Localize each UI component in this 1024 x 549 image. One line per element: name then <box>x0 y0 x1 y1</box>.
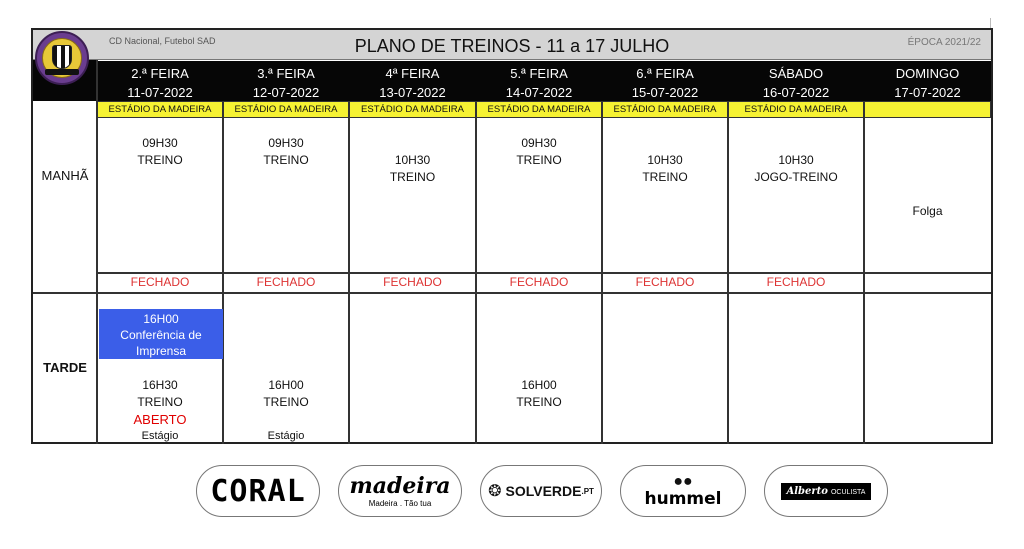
page-title: PLANO DE TREINOS - 11 a 17 JULHO <box>354 36 670 56</box>
header-bar <box>33 30 991 60</box>
morning-cell-mon: 09H30 TREINO <box>137 136 183 167</box>
club-name: CD Nacional, Futebol SAD <box>109 36 216 46</box>
sponsor-madeira-logo: madeira Madeira . Tão tua <box>338 465 462 517</box>
day-header-mon: 2.ª FEIRA 11-07-2022 <box>127 66 193 100</box>
day-header-tue: 3.ª FEIRA 12-07-2022 <box>252 66 320 100</box>
row-label-afternoon: TARDE <box>43 360 87 375</box>
day-header-sun: DOMINGO 17-07-2022 <box>894 66 961 100</box>
grid-line <box>97 272 991 274</box>
status-open: ABERTO <box>133 412 187 427</box>
morning-cell-sun: Folga <box>912 204 943 218</box>
hummel-bee-icon: ●● <box>673 473 693 490</box>
status-closed: FECHADO <box>383 275 442 289</box>
grid-line <box>33 292 991 294</box>
day-header-fri: 6.ª FEIRA 15-07-2022 <box>631 66 699 100</box>
venue-wed: ESTÁDIO DA MADEIRA <box>349 101 476 118</box>
day-header-wed: 4ª FEIRA 13-07-2022 <box>379 66 446 100</box>
afternoon-cell-thu: 16H00 TREINO <box>516 378 562 409</box>
venue-thu: ESTÁDIO DA MADEIRA <box>476 101 602 118</box>
row-label-morning: MANHÃ <box>41 168 89 183</box>
morning-cell-sat: 10H30 JOGO-TREINO <box>754 153 838 184</box>
solverde-ring-icon: ❂ <box>488 483 502 500</box>
venue-mon: ESTÁDIO DA MADEIRA <box>97 101 223 118</box>
press-conference-block: 16H00 Conferência de Imprensa <box>99 309 223 359</box>
venue-fri: ESTÁDIO DA MADEIRA <box>602 101 728 118</box>
morning-cell-tue: 09H30 TREINO <box>263 136 309 167</box>
day-header-sat: SÁBADO 16-07-2022 <box>762 66 830 100</box>
morning-cell-wed: 10H30 TREINO <box>389 153 436 184</box>
sponsor-coral-logo: CORAL <box>196 465 320 517</box>
day-header-row <box>97 61 991 101</box>
status-closed: FECHADO <box>766 275 826 289</box>
sponsor-alberto-logo: Alberto OCULISTA <box>764 465 888 517</box>
venue-sat: ESTÁDIO DA MADEIRA <box>728 101 864 118</box>
status-closed: FECHADO <box>256 275 316 289</box>
status-closed: FECHADO <box>130 275 190 289</box>
morning-cell-fri: 10H30 TREINO <box>642 153 688 184</box>
venue-sun <box>864 101 991 118</box>
training-plan-sheet <box>31 28 993 444</box>
afternoon-cell-mon: 16H30 TREINO ABERTO Estágio <box>97 377 223 445</box>
morning-cell-thu: 09H30 TREINO <box>516 136 562 167</box>
status-closed: FECHADO <box>635 275 695 289</box>
day-header-thu: 5.ª FEIRA 14-07-2022 <box>505 66 573 100</box>
season-label: ÉPOCA 2021/22 <box>907 37 981 48</box>
status-closed: FECHADO <box>509 275 569 289</box>
venue-row <box>97 101 991 118</box>
venue-tue: ESTÁDIO DA MADEIRA <box>223 101 349 118</box>
afternoon-cell-tue: 16H00 TREINO Estágio <box>263 378 309 442</box>
sponsor-hummel-logo: ●● hummel <box>620 465 746 517</box>
club-crest-logo <box>35 31 89 85</box>
sponsor-solverde-logo: ❂ SOLVERDE .PT <box>480 465 602 517</box>
